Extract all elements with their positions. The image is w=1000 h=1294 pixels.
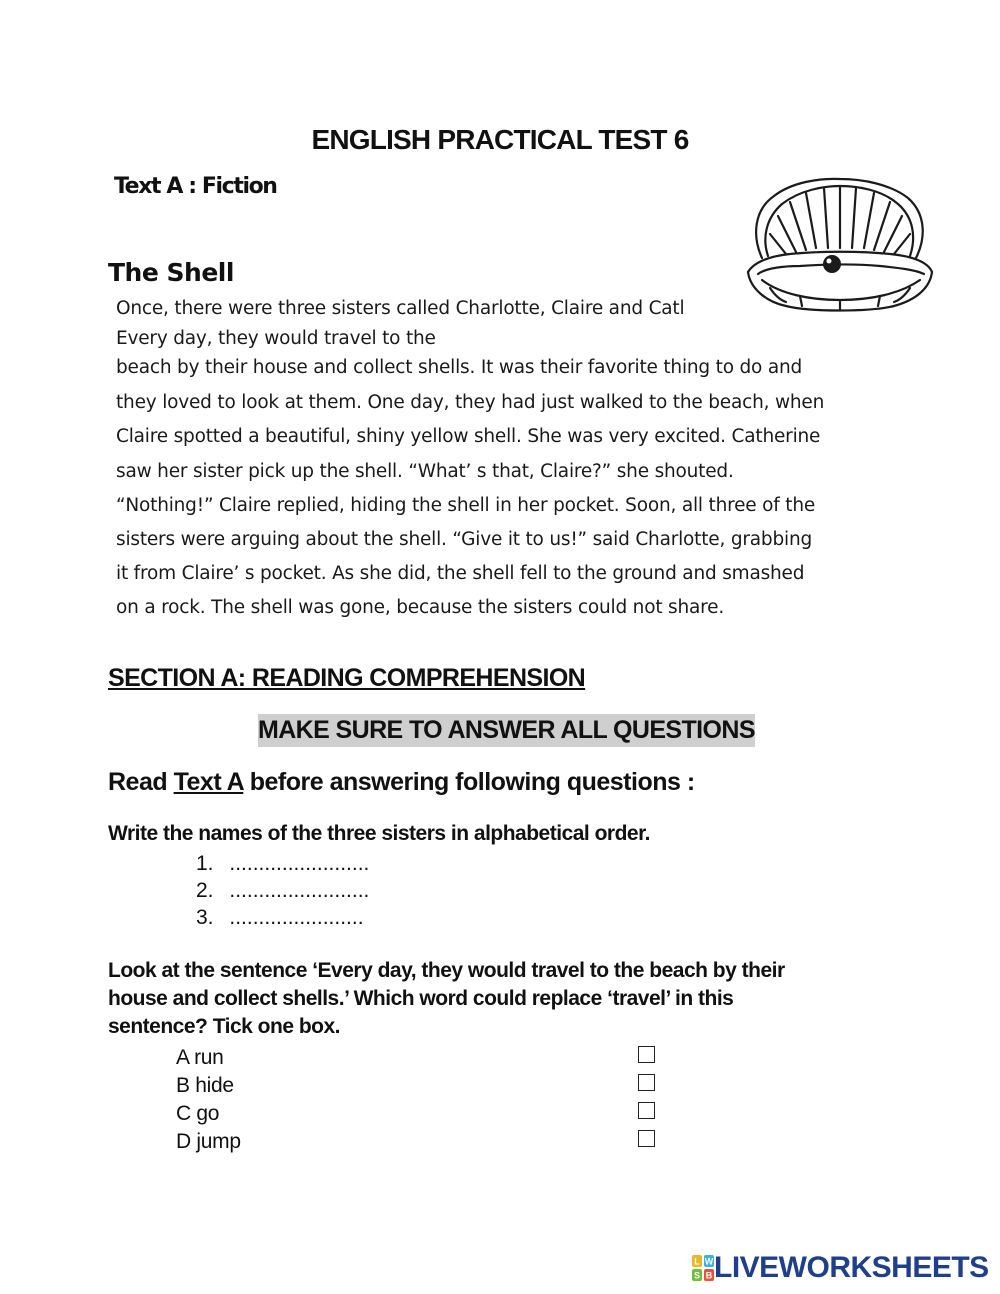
answer-line-3[interactable] (196, 906, 364, 930)
story-line: they loved to look at them. One day, they had just walked to the beach, when (116, 392, 825, 413)
question-1: Write the names of the three sisters in alphabetical order. (108, 822, 650, 845)
option-d-label: D jump (176, 1130, 241, 1153)
option-b-label: B hide (176, 1074, 234, 1097)
question-2-line: sentence? Tick one box. (108, 1015, 341, 1038)
story-line: Claire spotted a beautiful, shiny yellow shell. She was very excited. Catherine (116, 426, 821, 447)
option-c-checkbox[interactable] (638, 1102, 655, 1119)
answer-line-1[interactable] (196, 852, 369, 876)
svg-text:W: W (704, 1256, 714, 1267)
read-instruction (108, 768, 695, 797)
option-b-checkbox[interactable] (638, 1074, 655, 1091)
story-line: saw her sister pick up the shell. “What’ s that, Claire?” she shouted. (116, 461, 734, 482)
liveworksheets-logo-icon (692, 1255, 714, 1281)
option-d-checkbox[interactable] (638, 1130, 655, 1147)
option-c-label: C go (176, 1102, 220, 1125)
answer-number: 2. (196, 879, 214, 902)
story-line: it from Claire’ s pocket. As she did, the shell fell to the ground and smashed (116, 563, 805, 584)
instruction-suffix: before answering following questions : (243, 768, 695, 796)
text-label: Text A : Fiction (114, 174, 277, 199)
story-line: beach by their house and collect shells. It was their favorite thing to do and (116, 357, 803, 378)
answer-number: 3. (196, 906, 214, 929)
story-line: on a rock. The shell was gone, because the sisters could not share. (116, 597, 725, 618)
answer-blank: ....................... (229, 906, 364, 929)
text-a-link: Text A (173, 768, 244, 796)
answer-blank: ........................ (229, 852, 370, 875)
liveworksheets-logo[interactable] (692, 1252, 989, 1284)
question-2-line: Look at the sentence ‘Every day, they would travel to the beach by their (108, 959, 785, 982)
svg-text:L: L (694, 1256, 700, 1267)
brand-name: LIVEWORKSHEETS (714, 1251, 989, 1284)
instruction-banner: MAKE SURE TO ANSWER ALL QUESTIONS (258, 714, 755, 747)
answer-number: 1. (196, 852, 214, 875)
section-heading: SECTION A: READING COMPREHENSION (108, 664, 586, 692)
story-title: The Shell (108, 258, 234, 287)
svg-text:S: S (693, 1270, 701, 1281)
instruction-prefix: Read (108, 768, 174, 796)
story-line: Every day, they would travel to the (116, 328, 436, 349)
svg-text:B: B (705, 1270, 713, 1281)
story-line: Once, there were three sisters called Charlotte, Claire and Catl (116, 298, 685, 319)
option-a-label: A run (176, 1046, 224, 1069)
story-line: “Nothing!” Claire replied, hiding the shell in her pocket. Soon, all three of the (116, 495, 816, 516)
answer-blank: ........................ (229, 879, 370, 902)
story-line: sisters were arguing about the shell. “Give it to us!” said Charlotte, grabbing (116, 529, 813, 550)
question-2-line: house and collect shells.’ Which word could replace ‘travel’ in this (108, 987, 734, 1010)
answer-line-2[interactable] (196, 879, 369, 903)
page-title: ENGLISH PRACTICAL TEST 6 (311, 124, 689, 155)
shell-illustration (740, 176, 940, 316)
option-a-checkbox[interactable] (638, 1046, 655, 1063)
